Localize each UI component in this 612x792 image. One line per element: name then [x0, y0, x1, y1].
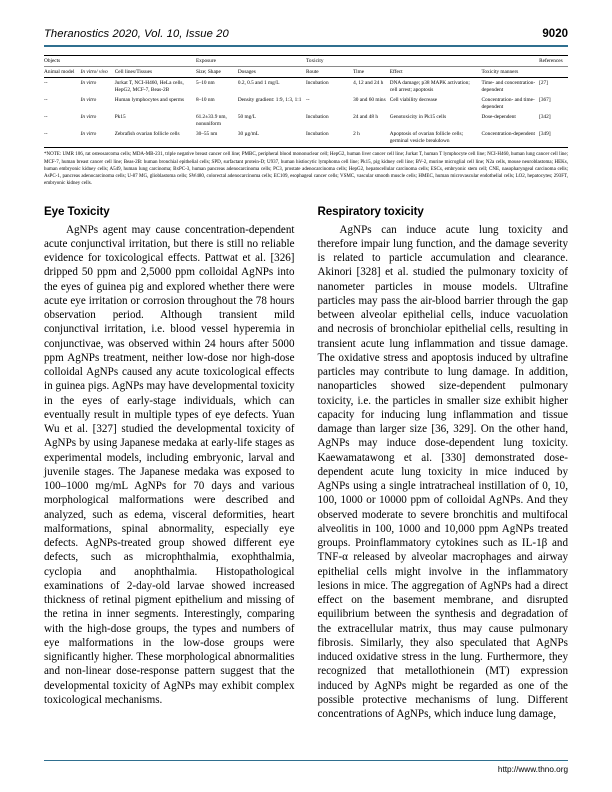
- page-number: 9020: [542, 28, 568, 40]
- cell-cell-lines: Human lymphocytes and sperms: [114, 97, 185, 104]
- sub-header-animal-model: Animal model: [44, 67, 81, 78]
- table-group-header-row: [44, 56, 568, 67]
- cell-cell-lines: Zebrafish ovarian follicle cells: [115, 130, 196, 148]
- sub-header-route: Route: [306, 67, 353, 78]
- body-columns: [44, 205, 568, 722]
- cell-effect: Cell viability decrease: [389, 97, 438, 104]
- cell-route: Incubation: [306, 130, 353, 148]
- table-row: [44, 130, 568, 148]
- cell-toxicity-manners: Concentration- and time-dependent: [481, 97, 535, 111]
- sub-header-in-vitro-vivo: In vitro/ vivo: [81, 67, 115, 78]
- header-rule: [44, 45, 568, 47]
- sub-header-dosages: Dosages: [238, 67, 306, 78]
- cell-time: 2 h: [353, 130, 390, 148]
- sub-header-effect: Effect: [390, 67, 482, 78]
- group-header-exposure: Exposure: [196, 56, 306, 67]
- cell-reference: [349]: [539, 130, 568, 148]
- cell-in-vitro-vivo: In vitro: [81, 130, 115, 148]
- journal-issue: 2020, Vol. 10, Issue 20: [109, 28, 229, 40]
- cell-cell-lines: Jurkat T, NCI-H460, HeLa cells, HepG2, MCF-7, Beas-2B: [114, 79, 184, 93]
- sub-header-reference-blank: [539, 67, 568, 78]
- sub-header-size-shape: Size; Shape: [196, 67, 238, 78]
- cell-dosages: 50 mg/L: [237, 114, 256, 121]
- cell-toxicity-manners: Concentration-dependent: [481, 130, 539, 148]
- cell-route: Incubation: [305, 79, 329, 86]
- cell-in-vitro-vivo: In vitro: [80, 114, 97, 121]
- cell-toxicity-manners: Dose-dependent: [481, 114, 516, 121]
- running-head: [44, 28, 568, 44]
- left-column: [44, 205, 295, 722]
- right-column: [318, 205, 569, 722]
- cell-cell-lines: Pk15: [114, 114, 126, 121]
- cell-dosages: 30 µg/mL: [238, 130, 306, 148]
- cell-toxicity-manners: Time- and concentration-dependent: [481, 79, 536, 93]
- cell-reference: [27]: [539, 79, 548, 86]
- journal-name: Theranostics: [44, 28, 110, 40]
- table-row: [44, 113, 568, 130]
- sub-header-time: Time: [353, 67, 390, 78]
- cell-animal-model: --: [44, 79, 48, 86]
- group-header-objects: Objects: [44, 56, 196, 67]
- page-footer: [44, 760, 568, 774]
- cell-time: 24 and 48 h: [353, 114, 378, 121]
- cell-size-shape: 61.2±33.9 nm, nonuniform: [195, 114, 227, 128]
- cell-in-vitro-vivo: In vitro: [80, 79, 97, 86]
- cell-effect: Genotoxicity in Pk15 cells: [389, 114, 447, 121]
- cell-route: Incubation: [305, 114, 329, 121]
- cell-time: 30 and 60 mins: [353, 97, 386, 104]
- cell-reference: [342]: [539, 114, 551, 121]
- cell-reference: [367]: [539, 97, 551, 104]
- cell-effect: Apoptosis of ovarian follicle cells; germinal vesicle breakdown: [390, 130, 482, 148]
- footer-url[interactable]: http://www.thno.org: [497, 765, 568, 774]
- table-row: [44, 96, 568, 113]
- section-heading-respiratory-toxicity: Respiratory toxicity: [317, 204, 424, 218]
- toxicity-table: [44, 55, 568, 148]
- cell-animal-model: --: [44, 97, 48, 104]
- cell-dosages: 0.2, 0.5 and 1 mg/L: [237, 79, 280, 86]
- cell-animal-model: --: [44, 130, 81, 148]
- table-row: [44, 78, 568, 96]
- cell-size-shape: 8–10 nm: [195, 97, 215, 104]
- paragraph-respiratory-toxicity: AgNPs can induce acute lung toxicity and therefore impair lung function, and the damage severity is related to particle accumulation and clearance. Akinori [328] et al. studied the pulmonary toxicity of nanometer particles in mouse models. Ultrafine particles may pass the air-blood barrier through the gap between alveolar epithelial cells, induce vacuolation and necrosis of bronchiolar epithelial cells, resulting in transient acute lung inflammation and tissue damage. The oxidative stress and apoptosis induced by ultrafine particles may contribute to lung damage. In addition, nanoparticles showed size-dependent pulmonary toxicity, i.e. the particles in smaller size exhibit higher capacity for inducing lung inflammation and tissue damage than larger size [36, 329]. On the other hand, AgNPs may induce dose-dependent lung toxicity. Kaewamatawong et al. [330] demonstrated dose-dependent acute lung toxicity in mice induced by AgNPs using a single intratracheal instillation of 0, 10, 100, 1000 or 10000 ppm of colloidal AgNPs. And they observed moderate to severe bronchitis and multifocal alveolitis in 100, 1000 and 10,000 ppm AgNPs treated groups. Proinflammatory cytokines such as IL-1β and TNF-α released by alveolar macrophages and airway epithelial cells might involve in the inflammatory lesions in mice. The aggregation of AgNPs had a direct effect on the basement membrane, and disrupted equilibrium between the synthesis and degradation of the extracellular matrix, thus may cause pulmonary fibrosis. Similarly, they also speculated that AgNPs induced oxidative stress in the lung. Furthermore, they recognized that metallothionein (MT) expression induced by AgNPs might be regarded as one of the possible protective mechanisms of lung. Different concentrations of AgNPs, which induce lung damage,: [317, 223, 568, 721]
- cell-animal-model: --: [44, 114, 48, 121]
- group-header-toxicity: Toxicity: [306, 56, 539, 67]
- sub-header-toxicity-manners: Toxicity manners: [481, 67, 539, 78]
- cell-route: --: [305, 97, 310, 104]
- paragraph-eye-toxicity: AgNPs agent may cause concentration-dependent acute conjunctival irritation, but there is still no reliable evidence for toxicological effects. Pattwat et al. [326] dripped 50 ppm and 2,5000 ppm colloidal AgNPs into the eyes of guinea pig and explored whether there were acute eye irritation or corrosion throughout the 78 hours observation period. Although transient mild conjunctival irritation, i.e. blood vessel hyperemia in conjunctivae, was observed within 24 hours after 5000 ppm AgNPs treatment, neither low-dose nor high-dose colloidal AgNPs caused any acute toxicological effects in guinea pigs. AgNPs may have developmental toxicity in the eyes of early-stage individuals, which can eventually result in multiple types of eye defects. Yuan Wu et al. [327] studied the developmental toxicity of AgNPs by using Japanese medaka at early-life stages as experimental models, including embryonic, larval and juvenile stages. The Japanese medaka was exposed to 100–1000 mg/mL AgNPs for 70 days and various morphological malformations were described and analyzed, such as edema, visceral deformities, heart malformations, spinal abnormality, especially eye defects. AgNPs-treated group showed different eye defects, such as microphthalmia, exophthalmia, cyclopia and anophthalmia. Histopathological examinations of 2-day-old larvae showed increased thickness of retinal pigment epithelium and missing of the retina in inner segments. Interestingly, comparing with the high-dose groups, the types and numbers of eye malformations in the low-dose groups were significantly higher. These morphological abnormalities and non-linear dose-response pattern suggest that the developmental toxicity of AgNPs may exhibit complex toxicological mechanisms.: [44, 223, 295, 706]
- cell-size-shape: 5–10 nm: [195, 79, 215, 86]
- cell-dosages: Density gradient: 1:9, 1:3, 1:1: [237, 97, 302, 104]
- table-footnote: *NOTE: UMR 106, rat osteosarcoma cells; MDA-MB-231, triple negative breast cancer cell line; PMBC, peripheral blood mononuclear cell; HepG2, human liver cancer cell line; Jurkat T, human T lymphocyte cell line; NCI-H460, human lung cancer cell line; MCF-7, human breast cancer cell line; Beas-2B: human bronchial epithelial cells; SPD, surfactant protein-D; U937, human histiocytic lymphoma cell line; Pk15, pig kidney cell line; BV-2, murine microglial cell line; N2a cells, mouse neuroblastoma; HEKs, human embryonic kidney cells; A549, human lung carcinoma; BxPC-3, human pancreas adenocarcinoma cells; PC3, prostate adenocarcinoma cells; HepG2, hepatocellular carcinoma cells; ESCs, embryonic stem cell; CNE, nasopharyngeal carcinoma cells; AsPC-1, pancreas adenocarcinoma cells; U-87 MG, glioblastoma cells; SW480, colorectal adenocarcinoma cells; EC109, esophageal cancer cells; VSMC, vascular smooth muscle cells; HMEC, human microvascular endothelial cells; LO2, hepatocytes; 293FT, embryonic kidney cells.: [44, 152, 568, 187]
- footer-rule: [44, 760, 568, 761]
- section-heading-eye-toxicity: Eye Toxicity: [44, 204, 110, 218]
- sub-header-cell-lines: Cell lines/Tissues: [115, 67, 196, 78]
- running-head-title: [44, 28, 229, 40]
- table-sub-header-row: [44, 67, 568, 78]
- cell-time: 4, 12 and 24 h: [353, 79, 384, 86]
- group-header-references: References: [539, 56, 568, 67]
- cell-effect: DNA damage; p38 MAPK activation; cell arrest; apoptosis: [389, 79, 470, 93]
- cell-size-shape: 30–55 nm: [196, 130, 238, 148]
- cell-in-vitro-vivo: In vitro: [80, 97, 97, 104]
